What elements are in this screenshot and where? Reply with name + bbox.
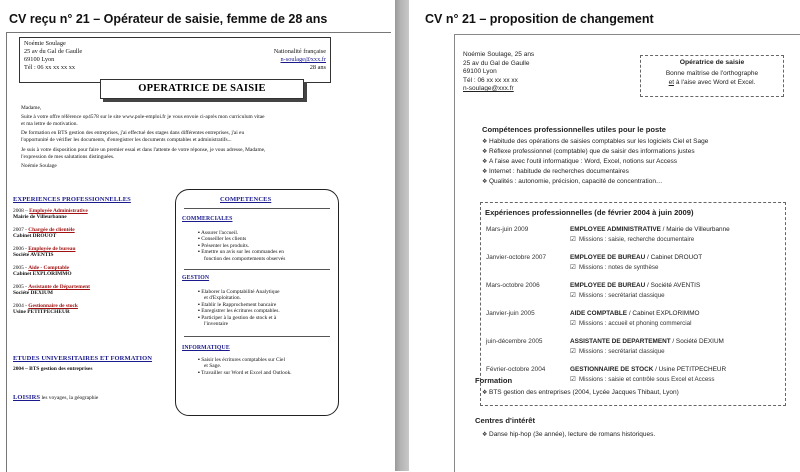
competence-item: ▪ Saisir les écritures comptables sur Ciel <box>198 357 285 363</box>
experience-date: 2004 - <box>13 303 29 309</box>
leisure-line <box>13 395 98 401</box>
letter-p2-line2: l'opportunité de vérifier les documents, d'enregistrer les documents comptables et administratifs... <box>21 136 232 143</box>
experience-employer: Mairie de Villeurbanne <box>13 214 67 221</box>
experience-mission: ☑ Missions : secrétariat classique <box>570 292 665 299</box>
divider <box>184 269 330 270</box>
interests-heading: Centres d'intérêt <box>475 416 536 425</box>
letter-signature: Noémie Soulage <box>21 163 57 169</box>
competence-item: ▪ Conseiller les clients <box>198 236 247 243</box>
competence-item: et d'Exploitation. <box>204 295 241 302</box>
interests-item: ❖ Danse hip-hop (3e année), lecture de romans historiques. <box>482 431 656 438</box>
title-box-line2-pre: et <box>668 79 675 86</box>
leisure-heading: LOISIRS <box>13 394 41 401</box>
experience-role: Chargée de clientèle <box>28 227 75 233</box>
experience-employer: Société DEXIUM <box>13 290 53 297</box>
letter-p2-line1: De formation en BTS gestion des entreprises, j'ai effectué des stages dans différentes entreprises, j'ai eu <box>21 130 245 136</box>
competence-group-title: GESTION <box>182 275 210 281</box>
experience-item <box>13 246 76 259</box>
experience-job <box>570 226 730 233</box>
diamond-bullet-icon: ❖ <box>482 158 488 165</box>
checkbox-icon: ☑ <box>570 320 576 327</box>
experience-role: Assistante de Département <box>28 284 90 290</box>
competence-item: ▪ Travailler sur Word et Excel and Outlook. <box>198 369 292 376</box>
competence-item: ▪ Etablir le Rapprochement bancaire <box>198 301 277 308</box>
competence-item: ▪ Enregistrer les écritures comptables. <box>198 308 280 315</box>
experience-title: GESTIONNAIRE DE STOCK <box>570 366 654 373</box>
experience-title: ASSISTANTE DE DEPARTEMENT <box>570 338 671 345</box>
leisure-text: les voyages, la géographie <box>41 395 99 401</box>
right-panel <box>409 0 800 471</box>
competence-group-title: INFORMATIQUE <box>182 345 230 351</box>
title-box-line2-post: à l'aise avec Word et Excel. <box>675 79 756 86</box>
competence-item: l'inventaire <box>204 321 229 328</box>
experience-employer: Usine PETITPECHEUR <box>13 309 70 316</box>
education-item: 2004 – BTS gestion des entreprises <box>13 366 93 372</box>
diamond-bullet-icon: ❖ <box>482 139 488 145</box>
competence-item: ▪ Elaborer la Comptabilité Analytique <box>198 289 280 295</box>
experience-job <box>570 310 700 317</box>
skill-item: ❖ A l'aise avec l'outil informatique : Word, Excel, notions sur Access <box>482 157 678 165</box>
experiences-box <box>480 202 786 406</box>
contact-header-box <box>19 37 331 83</box>
competence-group-title: COMMERCIALES <box>182 216 233 222</box>
competence-item: ▪ Présenter les produits. <box>198 242 250 249</box>
experience-title: EMPLOYEE DE BUREAU <box>570 254 646 261</box>
skill-item: ❖ Habitude des opérations de saisies comptables sur les logiciels Ciel et Sage <box>482 138 709 145</box>
diamond-bullet-icon: ❖ <box>482 432 488 438</box>
skill-item: ❖ Réflexe professionnel (comptable) que de saisir des informations justes <box>482 147 695 155</box>
competence-item: et Sage. <box>204 363 222 370</box>
cv-address-line1: 25 av du Gal de Gaulle <box>24 48 83 55</box>
experience-mission: ☑ Missions : accueil et phoning commercial <box>570 320 692 327</box>
experience-date: Mars-juin 2009 <box>486 226 529 233</box>
experience-item <box>13 303 78 316</box>
divider <box>184 208 330 209</box>
competence-item-list <box>198 230 285 262</box>
experience-org: / Cabinet EXPLORIMMO <box>627 310 700 317</box>
competence-item: fonction des comportements observés <box>204 255 286 262</box>
experience-role: Employée Administrative <box>29 208 88 214</box>
experience-mission: ☑ Missions : saisie, recherche documentaire <box>570 236 695 243</box>
cv-address-line2: 69100 Lyon <box>463 68 497 75</box>
skill-item: ❖ Internet : habitude de recherches documentaires <box>482 167 629 175</box>
formation-item: ❖ BTS gestion des entreprises (2004, Lycée Jacques Thibaut, Lyon) <box>482 389 679 396</box>
experience-date: juin-décembre 2005 <box>486 338 543 345</box>
proposed-cv-page <box>454 34 800 472</box>
job-title: Opératrice de saisie <box>679 59 745 66</box>
experience-title: AIDE COMPTABLE <box>570 310 628 317</box>
experience-item <box>13 284 90 297</box>
competences-box <box>175 189 339 416</box>
cv-phone: Tél : 06 xx xx xx xx <box>24 64 76 71</box>
original-cv-page <box>6 32 391 472</box>
experience-item <box>13 265 72 278</box>
experience-date: 2008 – <box>13 208 30 214</box>
cv-name-age: Noémie Soulage, 25 ans <box>463 51 535 58</box>
diamond-bullet-icon: ❖ <box>482 390 488 396</box>
diamond-bullet-icon: ❖ <box>482 178 488 185</box>
skills-list <box>482 138 708 186</box>
experience-title: EMPLOYEE DE BUREAU <box>570 282 646 289</box>
formation-heading: Formation <box>475 376 513 385</box>
cv-address-line2: 69100 Lyon <box>24 56 55 63</box>
checkbox-icon: ☑ <box>570 376 576 383</box>
experience-org: / Société AVENTIS <box>645 282 701 289</box>
letter-salutation: Madame, <box>21 105 42 111</box>
experience-date: Janvier-octobre 2007 <box>486 254 547 261</box>
cv-phone: Tél : 06 xx xx xx xx <box>463 76 518 84</box>
cv-name: Noémie Soulage <box>24 40 66 47</box>
skills-heading: Compétences professionnelles utiles pour le poste <box>482 125 666 134</box>
right-panel-title: CV n° 21 – proposition de changement <box>425 12 654 26</box>
divider <box>184 336 330 337</box>
experience-org: / Mairie de Villeurbanne <box>660 226 730 233</box>
competences-heading: COMPETENCES <box>220 196 272 203</box>
competence-item-list <box>198 289 280 327</box>
cv-email-link[interactable]: n-soulage@xxx.fr <box>280 56 326 63</box>
title-box-line2 <box>641 79 783 87</box>
letter-p1-line2: et ma lettre de motivation. <box>21 120 78 127</box>
cv-doc-title: OPERATRICE DE SAISIE <box>100 79 304 99</box>
checkbox-icon: ☑ <box>570 292 576 299</box>
experience-date: Mars-octobre 2006 <box>486 282 540 289</box>
experience-org: / Usine PETITPECHEUR <box>653 366 727 373</box>
letter-p3-line1: Je suis à votre disposition pour faire un premier essai et dans l'attente de votre réponse, je vous adresse, Madame, <box>21 147 266 153</box>
experience-date: 2006 - <box>13 246 29 252</box>
diamond-bullet-icon: ❖ <box>482 148 488 155</box>
experience-job <box>570 282 700 289</box>
experience-date: 2007 - <box>13 227 29 233</box>
checkbox-icon: ☑ <box>570 236 576 243</box>
cv-email-link[interactable]: n-soulage@xxx.fr <box>463 85 514 92</box>
experience-org: / Cabinet DROUOT <box>645 254 703 261</box>
experience-mission: ☑ Missions : notes de synthèse <box>570 264 659 271</box>
skill-item: ❖ Qualités : autonomie, précision, capacité de concentration… <box>482 177 663 185</box>
experience-job <box>570 254 702 261</box>
cv-nationality: Nationalité française <box>273 48 326 55</box>
experience-role: Gestionnaire de stock <box>28 303 78 309</box>
experience-heading: EXPERIENCES PROFESSIONNELLES <box>13 196 131 203</box>
education-heading: ETUDES UNIVERSITAIRES ET FORMATION <box>13 355 153 362</box>
experience-employer: Cabinet EXPLORIMMO <box>13 271 72 278</box>
experience-role: Employée de bureau <box>28 246 76 252</box>
experience-job <box>570 338 724 345</box>
competence-item-list <box>198 357 292 376</box>
checkbox-icon: ☑ <box>570 264 576 271</box>
title-box <box>640 55 784 97</box>
experience-job <box>570 366 726 373</box>
experience-employer: Société AVENTIS <box>13 252 54 259</box>
experience-mission: ☑ Missions : secrétariat classique <box>570 348 665 355</box>
left-panel-title: CV reçu n° 21 – Opérateur de saisie, femme de 28 ans <box>9 12 328 26</box>
letter-p1-line1: Suite à votre offre référence op4578 sur le site www.pole-emploi.fr je vous envoie ci-après mon curriculum vitae <box>21 114 265 120</box>
competence-item: ▪ Assurer l'accueil. <box>198 230 239 236</box>
experience-mission: ☑ Missions : saisie et contrôle sous Excel et Access <box>570 376 715 383</box>
experience-item <box>13 208 88 221</box>
experience-role: Aide - Comptable <box>28 265 70 271</box>
experience-org: / Société DEXIUM <box>670 338 724 345</box>
letter-p3-line2: l'expression de mes salutations distinguées. <box>21 153 115 160</box>
title-box-line1: Bonne maîtrise de l'orthographe <box>665 70 759 77</box>
experience-date: Février-octobre 2004 <box>486 366 546 373</box>
competence-item: ▪ Emettre un avis sur les commandes en <box>198 249 284 256</box>
experience-date: 2005 - <box>13 284 29 290</box>
experience-date: 2005 - <box>13 265 29 271</box>
diamond-bullet-icon: ❖ <box>482 168 488 175</box>
experience-employer: Cabinet DROUOT <box>13 233 57 240</box>
experience-title: EMPLOYEE ADMINISTRATIVE <box>570 226 661 233</box>
competence-item: ▪ Participer à la gestion de stock et à <box>198 314 277 321</box>
cv-address-line1: 25 av du Gal de Gaulle <box>463 59 530 67</box>
left-panel <box>0 0 395 471</box>
experience-date: Janvier-juin 2005 <box>486 310 535 317</box>
checkbox-icon: ☑ <box>570 348 576 355</box>
cv-age: 28 ans <box>309 64 326 71</box>
panel-divider <box>395 0 409 471</box>
experience-item <box>13 227 75 240</box>
experiences-heading: Expériences professionnelles (de février 2004 à juin 2009) <box>485 208 694 217</box>
